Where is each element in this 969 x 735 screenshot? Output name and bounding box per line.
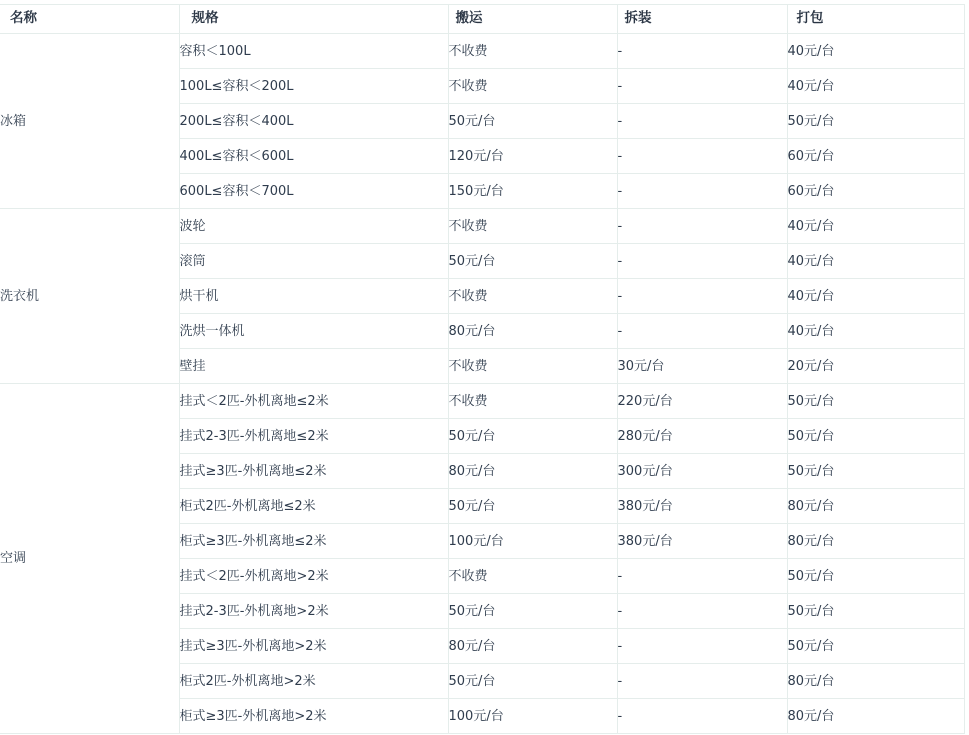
pack-fee-cell: 60元/台 <box>787 174 964 209</box>
pack-fee-cell: 50元/台 <box>787 104 964 139</box>
spec-cell: 洗烘一体机 <box>179 314 448 349</box>
pack-fee-cell: 50元/台 <box>787 454 964 489</box>
dismantle-fee-cell: - <box>617 209 787 244</box>
move-fee-cell: 不收费 <box>448 69 617 104</box>
move-fee-cell: 80元/台 <box>448 314 617 349</box>
dismantle-fee-cell: 30元/台 <box>617 349 787 384</box>
dismantle-fee-cell: - <box>617 559 787 594</box>
dismantle-fee-cell: 380元/台 <box>617 489 787 524</box>
move-fee-cell: 不收费 <box>448 384 617 419</box>
move-fee-cell: 不收费 <box>448 559 617 594</box>
spec-cell: 波轮 <box>179 209 448 244</box>
move-fee-cell: 不收费 <box>448 34 617 69</box>
pack-fee-cell: 50元/台 <box>787 419 964 454</box>
dismantle-fee-cell: - <box>617 34 787 69</box>
pack-fee-cell: 50元/台 <box>787 559 964 594</box>
move-fee-cell: 100元/台 <box>448 699 617 734</box>
pack-fee-cell: 80元/台 <box>787 664 964 699</box>
dismantle-fee-cell: 380元/台 <box>617 524 787 559</box>
move-fee-cell: 不收费 <box>448 349 617 384</box>
spec-cell: 滚筒 <box>179 244 448 279</box>
pack-fee-cell: 20元/台 <box>787 349 964 384</box>
move-fee-cell: 50元/台 <box>448 664 617 699</box>
move-fee-cell: 150元/台 <box>448 174 617 209</box>
dismantle-fee-cell: - <box>617 279 787 314</box>
column-header-pack: 打包 <box>787 5 964 34</box>
move-fee-cell: 80元/台 <box>448 629 617 664</box>
spec-cell: 100L≤容积＜200L <box>179 69 448 104</box>
dismantle-fee-cell: - <box>617 139 787 174</box>
column-header-dismantle: 拆装 <box>617 5 787 34</box>
pack-fee-cell: 40元/台 <box>787 209 964 244</box>
pack-fee-cell: 80元/台 <box>787 699 964 734</box>
spec-cell: 挂式≥3匹-外机离地≤2米 <box>179 454 448 489</box>
spec-cell: 柜式2匹-外机离地>2米 <box>179 664 448 699</box>
dismantle-fee-cell: - <box>617 664 787 699</box>
pack-fee-cell: 50元/台 <box>787 629 964 664</box>
move-fee-cell: 80元/台 <box>448 454 617 489</box>
pack-fee-cell: 80元/台 <box>787 489 964 524</box>
move-fee-cell: 不收费 <box>448 209 617 244</box>
move-fee-cell: 50元/台 <box>448 104 617 139</box>
spec-cell: 挂式＜2匹-外机离地≤2米 <box>179 384 448 419</box>
move-fee-cell: 120元/台 <box>448 139 617 174</box>
spec-cell: 400L≤容积＜600L <box>179 139 448 174</box>
appliance-pricing-table <box>0 4 965 734</box>
dismantle-fee-cell: 280元/台 <box>617 419 787 454</box>
dismantle-fee-cell: - <box>617 174 787 209</box>
dismantle-fee-cell: - <box>617 314 787 349</box>
group-label-washer: 洗衣机 <box>0 209 179 384</box>
dismantle-fee-cell: - <box>617 69 787 104</box>
header-row <box>0 5 964 34</box>
pack-fee-cell: 40元/台 <box>787 244 964 279</box>
table-row <box>0 384 964 419</box>
pack-fee-cell: 40元/台 <box>787 34 964 69</box>
spec-cell: 烘干机 <box>179 279 448 314</box>
column-header-move: 搬运 <box>448 5 617 34</box>
dismantle-fee-cell: - <box>617 244 787 279</box>
pack-fee-cell: 40元/台 <box>787 279 964 314</box>
column-header-name: 名称 <box>0 5 179 34</box>
move-fee-cell: 50元/台 <box>448 489 617 524</box>
move-fee-cell: 50元/台 <box>448 244 617 279</box>
move-fee-cell: 50元/台 <box>448 594 617 629</box>
column-header-spec: 规格 <box>179 5 448 34</box>
spec-cell: 容积＜100L <box>179 34 448 69</box>
dismantle-fee-cell: - <box>617 699 787 734</box>
spec-cell: 柜式≥3匹-外机离地≤2米 <box>179 524 448 559</box>
spec-cell: 挂式≥3匹-外机离地>2米 <box>179 629 448 664</box>
pack-fee-cell: 40元/台 <box>787 69 964 104</box>
spec-cell: 柜式2匹-外机离地≤2米 <box>179 489 448 524</box>
dismantle-fee-cell: - <box>617 629 787 664</box>
spec-cell: 200L≤容积＜400L <box>179 104 448 139</box>
table-row <box>0 34 964 69</box>
spec-cell: 壁挂 <box>179 349 448 384</box>
pack-fee-cell: 80元/台 <box>787 524 964 559</box>
pack-fee-cell: 40元/台 <box>787 314 964 349</box>
pack-fee-cell: 50元/台 <box>787 594 964 629</box>
dismantle-fee-cell: - <box>617 104 787 139</box>
group-label-fridge: 冰箱 <box>0 34 179 209</box>
spec-cell: 600L≤容积＜700L <box>179 174 448 209</box>
dismantle-fee-cell: - <box>617 594 787 629</box>
table-row <box>0 209 964 244</box>
spec-cell: 挂式2-3匹-外机离地>2米 <box>179 594 448 629</box>
pricing-table-container <box>0 4 965 734</box>
move-fee-cell: 50元/台 <box>448 419 617 454</box>
dismantle-fee-cell: 220元/台 <box>617 384 787 419</box>
move-fee-cell: 100元/台 <box>448 524 617 559</box>
spec-cell: 挂式2-3匹-外机离地≤2米 <box>179 419 448 454</box>
pack-fee-cell: 60元/台 <box>787 139 964 174</box>
spec-cell: 柜式≥3匹-外机离地>2米 <box>179 699 448 734</box>
group-label-aircon: 空调 <box>0 384 179 734</box>
move-fee-cell: 不收费 <box>448 279 617 314</box>
dismantle-fee-cell: 300元/台 <box>617 454 787 489</box>
pack-fee-cell: 50元/台 <box>787 384 964 419</box>
spec-cell: 挂式＜2匹-外机离地>2米 <box>179 559 448 594</box>
